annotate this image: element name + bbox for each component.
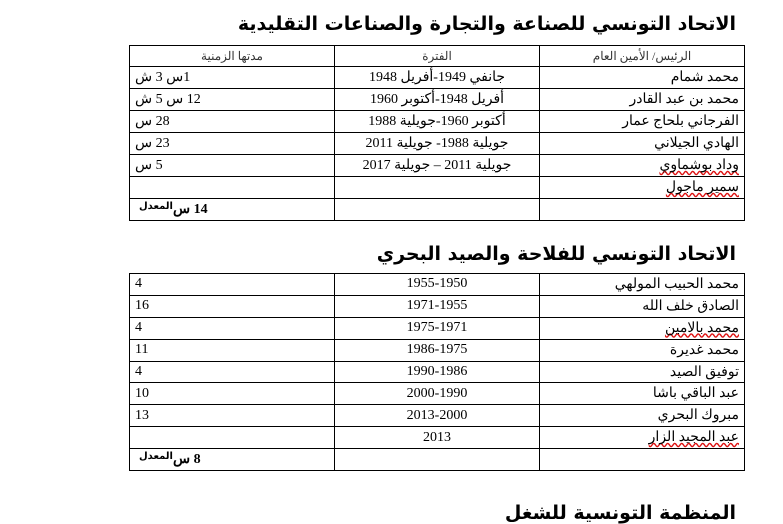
cell-period: 1986-1975: [335, 339, 540, 361]
average-row: [130, 449, 745, 471]
section2-table: [129, 273, 745, 471]
table-row: [130, 177, 745, 199]
cell-name: سمير ماجول: [540, 177, 745, 199]
section2-title: الاتحاد التونسي للفلاحة والصيد البحري: [376, 243, 736, 265]
cell-duration: 12 س 5 ش: [130, 89, 335, 111]
cell-duration: 4: [130, 317, 335, 339]
cell-empty: [335, 449, 540, 471]
average-row: [130, 199, 745, 221]
cell-period: 1975-1971: [335, 317, 540, 339]
cell-empty: [540, 449, 745, 471]
section1-table: [129, 45, 745, 221]
cell-name: توفيق الصيد: [540, 361, 745, 383]
cell-name: محمد بالامين: [540, 317, 745, 339]
table-row: [130, 295, 745, 317]
cell-period: أكتوبر 1960-جويلية 1988: [335, 111, 540, 133]
average-label: المعدل: [139, 201, 173, 212]
header-duration: مدتها الزمنية: [130, 46, 335, 67]
table-row: [130, 405, 745, 427]
cell-name: محمد الحبيب المولهي: [540, 274, 745, 296]
cell-period: جويلية 2011 – جويلية 2017: [335, 155, 540, 177]
section3-title: المنظمة التونسية للشغل: [504, 502, 736, 524]
section1-title: الاتحاد التونسي للصناعة والتجارة والصناعات التقليدية: [237, 13, 736, 35]
cell-period: 2013: [335, 427, 540, 449]
table-row: [130, 67, 745, 89]
cell-name: محمد بن عبد القادر: [540, 89, 745, 111]
average-value: 14 س: [172, 202, 208, 217]
cell-period: 2000-1990: [335, 383, 540, 405]
cell-period: 1955-1950: [335, 274, 540, 296]
average-cell: [130, 449, 335, 471]
cell-duration: 10: [130, 383, 335, 405]
cell-duration: 5 س: [130, 155, 335, 177]
cell-name: وداد بوشماوي: [540, 155, 745, 177]
cell-name: محمد شمام: [540, 67, 745, 89]
cell-duration: [130, 427, 335, 449]
cell-period: جويلية 1988- جويلية 2011: [335, 133, 540, 155]
cell-period: 1971-1955: [335, 295, 540, 317]
cell-period: 1990-1986: [335, 361, 540, 383]
cell-duration: 4: [130, 361, 335, 383]
cell-period: 2013-2000: [335, 405, 540, 427]
cell-empty: [540, 199, 745, 221]
cell-duration: 4: [130, 274, 335, 296]
average-label: المعدل: [139, 451, 173, 463]
cell-name: عبد الباقي باشا: [540, 383, 745, 405]
table-row: [130, 317, 745, 339]
table-row: [130, 111, 745, 133]
cell-name: عبد المجيد الزار: [540, 427, 745, 449]
cell-name: الصادق خلف الله: [540, 295, 745, 317]
table-row: [130, 427, 745, 449]
cell-duration: 13: [130, 405, 335, 427]
cell-name: الهادي الجيلاني: [540, 133, 745, 155]
table-row: [130, 361, 745, 383]
cell-duration: [130, 177, 335, 199]
average-value: 8 س: [172, 452, 201, 468]
header-period: الفترة: [335, 46, 540, 67]
cell-duration: 23 س: [130, 133, 335, 155]
average-cell: [130, 199, 335, 221]
cell-period: [335, 177, 540, 199]
cell-name: مبروك البحري: [540, 405, 745, 427]
table-row: [130, 383, 745, 405]
table-row: [130, 339, 745, 361]
table-header-row: [130, 46, 745, 67]
cell-duration: 16: [130, 295, 335, 317]
header-president: الرئيس/ الأمين العام: [540, 46, 745, 67]
table-row: [130, 133, 745, 155]
cell-name: الفرجاني بلحاج عمار: [540, 111, 745, 133]
table-row: [130, 89, 745, 111]
cell-empty: [335, 199, 540, 221]
table-row: [130, 274, 745, 296]
cell-duration: 1س 3 ش: [130, 67, 335, 89]
table-row: [130, 155, 745, 177]
cell-period: أفريل 1948-أكتوبر 1960: [335, 89, 540, 111]
cell-duration: 11: [130, 339, 335, 361]
cell-duration: 28 س: [130, 111, 335, 133]
cell-period: جانفي 1949-أفريل 1948: [335, 67, 540, 89]
cell-name: محمد غديرة: [540, 339, 745, 361]
